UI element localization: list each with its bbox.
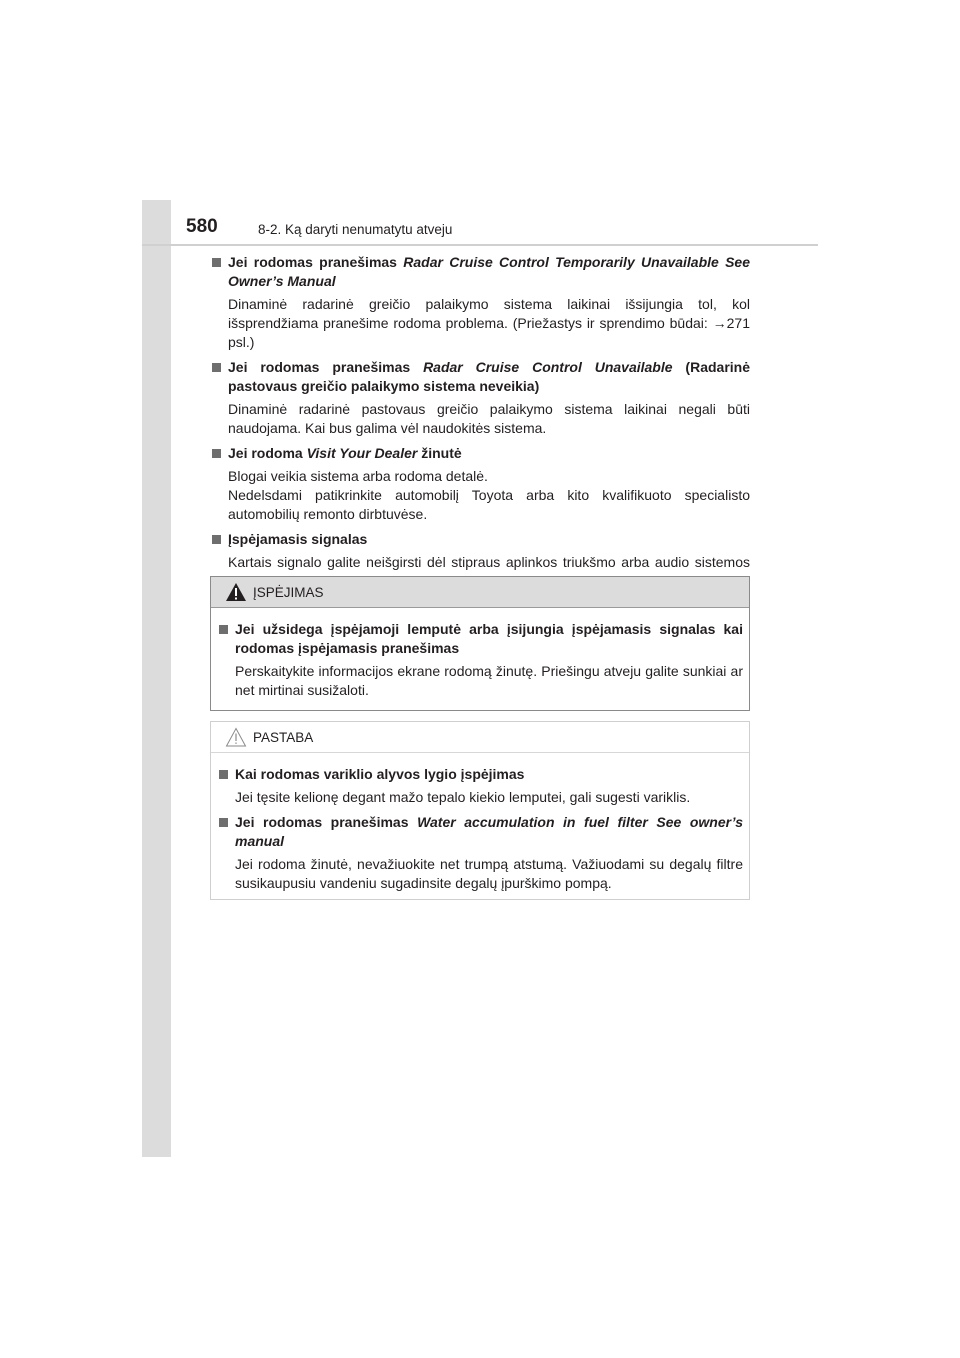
heading-text: Jei rodoma: [228, 445, 307, 461]
main-content: [210, 253, 750, 597]
heading-text: Jei rodomas pranešimas: [228, 359, 424, 375]
body-paragraph: Nedelsdami patikrinkite automobilį Toyota arba kito kvalifikuoto specialisto automobilių remonto dirbtuvėse.: [228, 487, 750, 522]
warning-box-header: [211, 577, 749, 608]
section-heading: [210, 444, 750, 463]
notice-body: [217, 788, 743, 807]
body-paragraph: Dinaminė radarinė greičio palaikymo sistema laikinai išsijungia tol, kol išsprendžiama pranešime rodoma problema. (Priežastys ir sprendimo būdai: →271 psl.): [228, 296, 750, 350]
body-paragraph: Dinaminė radarinė pastovaus greičio palaikymo sistema laikinai negali būti naudojama. Kai bus galima vėl naudokitės sistema.: [228, 401, 750, 436]
section-body: [210, 467, 750, 524]
page-number: 580: [186, 216, 218, 237]
notice-body-text: Jei rodoma žinutė, nevažiuokite net trumpą atstumą. Važiuodami su degalų filtre susikaupusiu vandeniu sugadinsite degalų įpurškimo pompą.: [235, 856, 743, 891]
heading-text-post: žinutė: [417, 445, 462, 461]
notice-heading: [217, 765, 743, 784]
square-bullet-icon: [212, 535, 221, 544]
body-paragraph: Kartais signalo galite neišgirsti dėl stipraus aplinkos triukšmo arba audio sistemos: [228, 554, 750, 570]
header-rule: [142, 244, 818, 246]
notice-heading: [217, 813, 743, 851]
warning-body-text: Perskaitykite informacijos ekrane rodomą žinutę. Priešingu atveju galite sunkiai ar net mirtinai susižaloti.: [235, 663, 743, 698]
square-bullet-icon: [219, 818, 228, 827]
warning-box-content: [211, 608, 749, 700]
square-bullet-icon: [212, 258, 221, 267]
body-paragraph: Blogai veikia sistema arba rodoma detalė.: [228, 468, 488, 484]
square-bullet-icon: [219, 625, 228, 634]
notice-box-content: [211, 753, 749, 893]
heading-text-post: (Radarinė pastovaus greičio palaikymo sistema neveikia): [228, 359, 750, 394]
heading-message: Radar Cruise Control Temporarily Unavailable See Owner’s Manual: [228, 254, 751, 289]
side-band: [142, 200, 171, 1157]
notice-body: [217, 855, 743, 893]
heading-message: Radar Cruise Control Unavailable: [423, 359, 673, 375]
section-heading: [210, 253, 750, 291]
square-bullet-icon: [212, 449, 221, 458]
warning-heading: [217, 620, 743, 658]
warning-label: ĮSPĖJIMAS: [253, 585, 324, 600]
heading-text: Įspėjamasis signalas: [228, 531, 368, 547]
warning-box: [210, 576, 750, 711]
section-body: [210, 295, 750, 352]
warning-body: [217, 662, 743, 700]
notice-label: PASTABA: [253, 730, 314, 745]
section-unavailable: [210, 358, 750, 438]
square-bullet-icon: [212, 363, 221, 372]
heading-text: Jei rodomas pranešimas: [228, 254, 404, 270]
notice-heading-text: Jei rodomas pranešimas: [235, 814, 418, 830]
notice-box: [210, 721, 750, 900]
notice-body-text: Jei tęsite kelionę degant mažo tepalo kiekio lemputei, gali sugesti variklis.: [235, 789, 691, 805]
square-bullet-icon: [219, 770, 228, 779]
warning-triangle-icon: [225, 582, 247, 602]
heading-message: Visit Your Dealer: [306, 445, 418, 461]
section-visit-dealer: [210, 444, 750, 524]
notice-triangle-icon: [225, 727, 247, 747]
notice-heading-text: Kai rodomas variklio alyvos lygio įspėjimas: [235, 766, 525, 782]
section-heading: [210, 530, 750, 549]
notice-box-header: [211, 722, 749, 753]
section-body: [210, 400, 750, 438]
section-temporarily-unavailable: [210, 253, 750, 352]
chapter-title: 8-2. Ką daryti nenumatytu atveju: [258, 222, 453, 237]
section-heading: [210, 358, 750, 396]
notice-heading-message: Water accumulation in fuel filter See owner’s manual: [235, 814, 743, 849]
warning-heading-text: Jei užsidega įspėjamoji lemputė arba įsijungia įspėjamasis signalas kai rodomas įspėjamasis pranešimas: [235, 621, 743, 656]
